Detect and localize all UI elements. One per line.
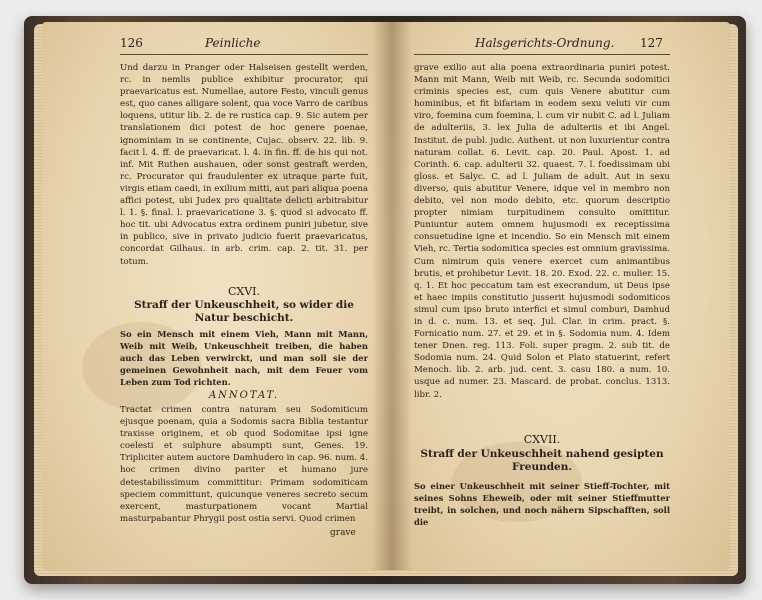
right-section-number: CXVII. xyxy=(523,433,561,446)
left-body-1 xyxy=(120,62,368,282)
left-catchword: grave xyxy=(330,528,356,538)
left-header-rule xyxy=(120,54,368,55)
right-body-paragraph-1: grave exilio aut alia poena extraordinaria puniri potest. Mann mit Mann, Weib mit Weib, rc. Secunda sodomitici criminis species est, cum quis Venere abutitur cum hominibus, et fit bifariam in eodem sexu veluti vir cum viro, foemina cum foemina, l. cum vir nubit C. ad l. Juliam de adulteriis, 3. lex Julia de adulteriis et ibi Angel. Institut. de publ. judic. Authent. ut non luxurientur contra naturam collat. 6. Levit. cap. 20. Paul. Apost. 1. ad Corinth. 6. cap. adulterii 32. quaest. 7. l. foedissimam ubi gloss. et Salyc. C. ad l. Juliam de adult. Aut in sexu diverso, quis abutitur Venere, idque vel in membro non debito, vel non modo debito, etc. quorum descriptio propter nimiam turpitudinem consulto omittitur. Puniuntur autem omnem hujusmodi ex receptissima consuetudine igne et incendio. So ein Mensch mit einem Vieh, rc. Tertia sodomitica species est omnium gravissima. Cum nimirum quis venere exercet cum animantibus brutis, et prohibetur Levit. 18. 20. Exod. 22. c. mulier. 15. q. 1. Et hoc peccatum tam est execrandum, ut Deus ipse et haec impiis constitutio jusserit hujusmodi sodomiticos simul cum ipso bruto interfici et simul comburi, Damhud in d. c. num. 13. et seq. Jul. Clar. in crim. pract. §. Fornicatio num. 27. et 29. et in §. Sodomia num. 4. Idem tener Dnen. reg. 113. Foli. super pragm. 2. sub tit. de Sodomia num. 24. Quid Solon et Plato statuerint, refert Menoch. lib. 2. arb. jud. cent. 3. casu 180. a num. 10. usque ad numer. 23. Mascard. de probat. conclus. 1313. libr. 2. xyxy=(414,63,670,400)
left-body-paragraph-2: Tractat crimen contra naturam seu Sodomiticum ejusque poenam, quia a Sodomis sacra Biblia testantur traxisse originem, et ob quod Sodomitae ipsi igne coelesti et sulphure absumpti sunt, Genes. 19. Tripliciter autem auctore Damhudero in cap. 96. num. 4. hoc crimen divino pariter et humano jure detestabilissimum committitur: Primam sodomiticam speciem committunt, quicunque veneres secreto secum exercent, masturpationem vocant Martial masturpabantur Phrygii post ostia servi. Quod crimen xyxy=(120,405,368,524)
right-section-title: Straff der Unkeuschheit nahend gesipten Freunden. xyxy=(420,448,664,473)
left-page-number: 126 xyxy=(120,36,143,50)
left-section-title: Straff der Unkeuschheit, so wider die Natur beschicht. xyxy=(134,299,354,324)
left-body-2 xyxy=(120,404,368,525)
left-statute-text xyxy=(120,328,368,388)
right-body-1 xyxy=(414,62,670,425)
book-gutter xyxy=(372,22,412,570)
right-page-number: 127 xyxy=(640,36,663,50)
left-section-number: CXVI. xyxy=(227,285,261,298)
left-running-head: Peinliche xyxy=(205,36,261,50)
left-body-paragraph-1: Und darzu in Pranger oder Halseisen gestellt werden, rc. in nemlis publice exhibitur procurator, qui praevaricatus est. Numellae, autore Festo, vinculi genus est, quo canes alligare solent, qua voce Varro de caribus loquens, utitur lib. 2. de re rustica cap. 9. Sic autem per translationem dici potest de hoc genere poenae, ignominiam in se continente, Cujac. observ. 22. lib. 9. facit l. 4. ff. de praevaricat. l. 4. in fin. ff. de his qui not. inf. Mit Ruthen aushauen, oder sonst gestraft werden, rc. Procurator qui fraudulenter ex utraque parte fuit, virgis etiam caedi, in exilium mitti, aut pari aliqua poena affici potest, ubi Judex pro qualitate delicti arbitrabitur l. 1. §. final. l. praevaricatione 3. §. quod si advocato ff. hoc tit. ubi Advocatus extra ordinem puniri jubetur, sive in publico, sive in privato judicio fuerit praevaricatus, concordat Gilhaus. in arb. crim. cap. 2. tit. 31. per totum. xyxy=(120,63,368,267)
right-header-rule xyxy=(414,54,670,55)
left-annotat: ANNOTAT. xyxy=(208,390,280,401)
left-statute-paragraph: So ein Mensch mit einem Vieh, Mann mit Mann, Weib mit Weib, Unkeuschheit treiben, die haben auch das Leben verwirckt, und man soll sie der gemeinen Gewohnheit nach, mit dem Feuer vom Leben zum Tod richten. xyxy=(120,329,368,388)
right-statute-text xyxy=(414,480,670,540)
right-running-head: Halsgerichts-Ordnung. xyxy=(475,36,615,50)
right-statute-paragraph: So einer Unkeuschheit mit seiner Stieff-Tochter, mit seines Sohns Eheweib, oder mit seiner Stieffmutter treibt, in solchen, und noch nähern Sipschafften, soll die xyxy=(414,481,670,528)
